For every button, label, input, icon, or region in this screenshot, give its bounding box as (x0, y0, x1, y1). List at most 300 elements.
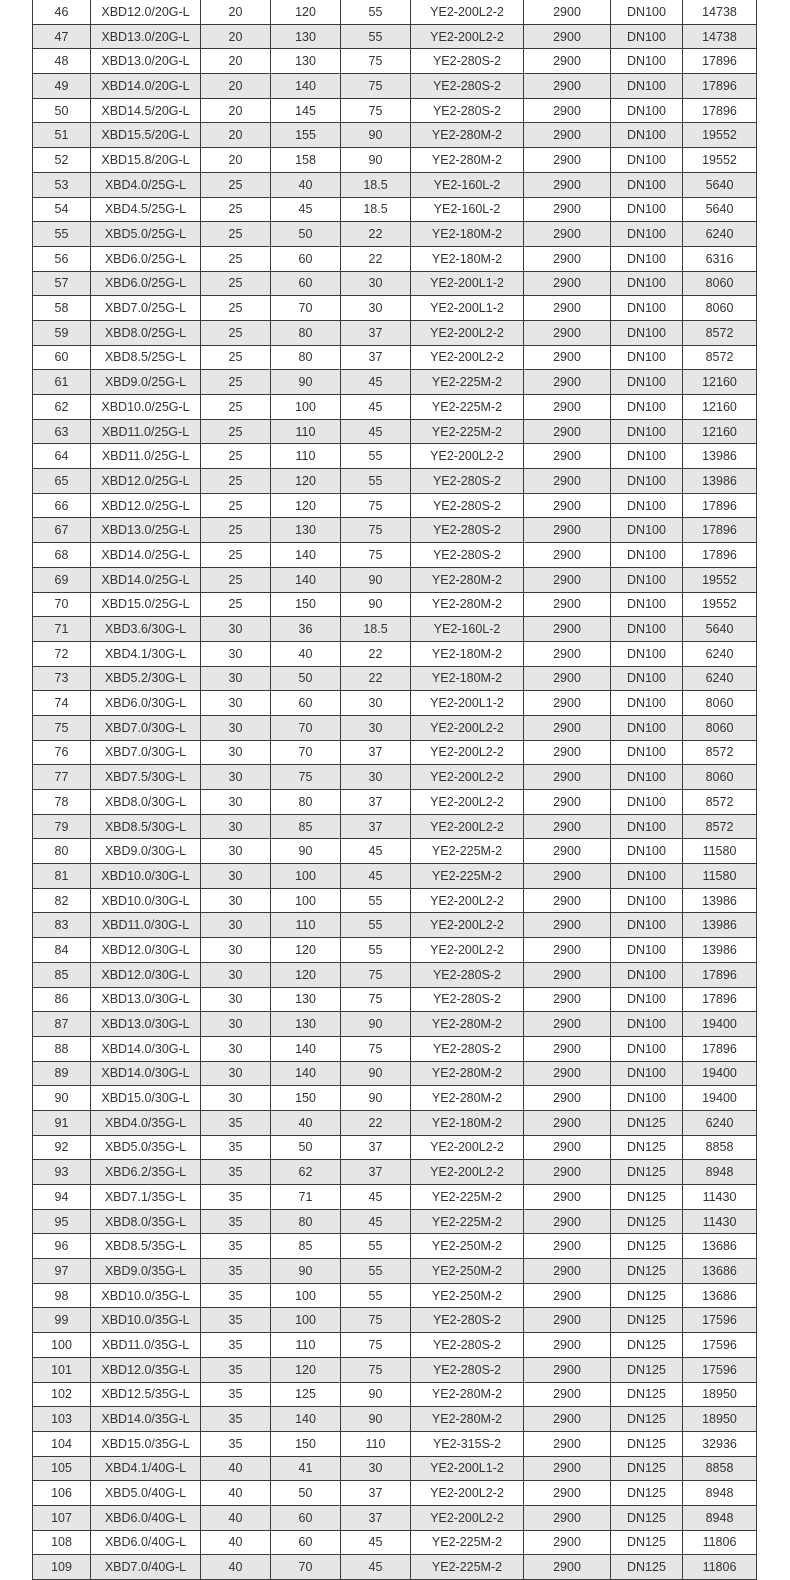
speed-cell: 2900 (524, 98, 611, 123)
table-row (33, 666, 757, 691)
motor-model-cell: YE2-280S-2 (411, 543, 524, 568)
flow-cell: 25 (201, 271, 271, 296)
speed-cell: 2900 (524, 1555, 611, 1580)
price-cell: 8060 (683, 765, 757, 790)
power-cell: 37 (341, 1160, 411, 1185)
outlet-diameter-cell: DN100 (611, 715, 683, 740)
outlet-diameter-cell: DN125 (611, 1382, 683, 1407)
model-cell: XBD10.0/30G-L (91, 864, 201, 889)
motor-model-cell: YE2-280M-2 (411, 1061, 524, 1086)
row-number: 87 (33, 1012, 91, 1037)
head-cell: 100 (271, 395, 341, 420)
model-cell: XBD15.0/35G-L (91, 1431, 201, 1456)
table-row (33, 962, 757, 987)
table-row (33, 790, 757, 815)
row-number: 74 (33, 691, 91, 716)
head-cell: 75 (271, 765, 341, 790)
price-cell: 8060 (683, 691, 757, 716)
head-cell: 36 (271, 617, 341, 642)
outlet-diameter-cell: DN100 (611, 913, 683, 938)
motor-model-cell: YE2-225M-2 (411, 1209, 524, 1234)
speed-cell: 2900 (524, 790, 611, 815)
outlet-diameter-cell: DN125 (611, 1505, 683, 1530)
head-cell: 145 (271, 98, 341, 123)
model-cell: XBD9.0/30G-L (91, 839, 201, 864)
row-number: 68 (33, 543, 91, 568)
speed-cell: 2900 (524, 271, 611, 296)
flow-cell: 20 (201, 0, 271, 24)
motor-model-cell: YE2-200L2-2 (411, 715, 524, 740)
model-cell: XBD7.5/30G-L (91, 765, 201, 790)
row-number: 64 (33, 444, 91, 469)
model-cell: XBD14.0/25G-L (91, 567, 201, 592)
head-cell: 158 (271, 148, 341, 173)
price-cell: 8572 (683, 814, 757, 839)
model-cell: XBD10.0/35G-L (91, 1283, 201, 1308)
head-cell: 110 (271, 1333, 341, 1358)
speed-cell: 2900 (524, 123, 611, 148)
motor-model-cell: YE2-280S-2 (411, 987, 524, 1012)
flow-cell: 25 (201, 518, 271, 543)
flow-cell: 25 (201, 444, 271, 469)
model-cell: XBD6.2/35G-L (91, 1160, 201, 1185)
head-cell: 150 (271, 1431, 341, 1456)
power-cell: 45 (341, 839, 411, 864)
flow-cell: 35 (201, 1407, 271, 1432)
outlet-diameter-cell: DN100 (611, 222, 683, 247)
head-cell: 60 (271, 1530, 341, 1555)
model-cell: XBD12.0/30G-L (91, 962, 201, 987)
outlet-diameter-cell: DN125 (611, 1333, 683, 1358)
head-cell: 45 (271, 197, 341, 222)
head-cell: 80 (271, 1209, 341, 1234)
motor-model-cell: YE2-200L2-2 (411, 1481, 524, 1506)
outlet-diameter-cell: DN100 (611, 987, 683, 1012)
speed-cell: 2900 (524, 938, 611, 963)
outlet-diameter-cell: DN100 (611, 888, 683, 913)
row-number: 51 (33, 123, 91, 148)
speed-cell: 2900 (524, 493, 611, 518)
row-number: 83 (33, 913, 91, 938)
table-row (33, 24, 757, 49)
model-cell: XBD14.0/30G-L (91, 1061, 201, 1086)
model-cell: XBD8.0/30G-L (91, 790, 201, 815)
power-cell: 30 (341, 271, 411, 296)
outlet-diameter-cell: DN100 (611, 1086, 683, 1111)
outlet-diameter-cell: DN100 (611, 617, 683, 642)
row-number: 47 (33, 24, 91, 49)
outlet-diameter-cell: DN100 (611, 938, 683, 963)
table-row (33, 691, 757, 716)
model-cell: XBD15.0/30G-L (91, 1086, 201, 1111)
head-cell: 125 (271, 1382, 341, 1407)
price-cell: 6240 (683, 666, 757, 691)
head-cell: 150 (271, 592, 341, 617)
price-cell: 17896 (683, 1036, 757, 1061)
head-cell: 90 (271, 370, 341, 395)
power-cell: 75 (341, 49, 411, 74)
power-cell: 22 (341, 641, 411, 666)
power-cell: 37 (341, 345, 411, 370)
speed-cell: 2900 (524, 1431, 611, 1456)
model-cell: XBD11.0/30G-L (91, 913, 201, 938)
motor-model-cell: YE2-280M-2 (411, 1012, 524, 1037)
motor-model-cell: YE2-280M-2 (411, 592, 524, 617)
table-row (33, 888, 757, 913)
table-row (33, 765, 757, 790)
head-cell: 50 (271, 1481, 341, 1506)
motor-model-cell: YE2-280M-2 (411, 1407, 524, 1432)
flow-cell: 35 (201, 1259, 271, 1284)
row-number: 105 (33, 1456, 91, 1481)
flow-cell: 30 (201, 1012, 271, 1037)
flow-cell: 35 (201, 1234, 271, 1259)
price-cell: 13986 (683, 938, 757, 963)
model-cell: XBD6.0/30G-L (91, 691, 201, 716)
outlet-diameter-cell: DN100 (611, 493, 683, 518)
speed-cell: 2900 (524, 839, 611, 864)
table-row (33, 197, 757, 222)
model-cell: XBD12.0/25G-L (91, 469, 201, 494)
table-row (33, 0, 757, 24)
row-number: 102 (33, 1382, 91, 1407)
model-cell: XBD4.5/25G-L (91, 197, 201, 222)
motor-model-cell: YE2-225M-2 (411, 1555, 524, 1580)
power-cell: 90 (341, 592, 411, 617)
motor-model-cell: YE2-280S-2 (411, 1357, 524, 1382)
model-cell: XBD8.0/35G-L (91, 1209, 201, 1234)
motor-model-cell: YE2-200L2-2 (411, 320, 524, 345)
model-cell: XBD13.0/30G-L (91, 987, 201, 1012)
outlet-diameter-cell: DN100 (611, 370, 683, 395)
flow-cell: 30 (201, 1061, 271, 1086)
row-number: 67 (33, 518, 91, 543)
table-row (33, 1036, 757, 1061)
power-cell: 90 (341, 123, 411, 148)
row-number: 100 (33, 1333, 91, 1358)
model-cell: XBD12.0/25G-L (91, 493, 201, 518)
table-row (33, 172, 757, 197)
motor-model-cell: YE2-200L2-2 (411, 790, 524, 815)
speed-cell: 2900 (524, 74, 611, 99)
motor-model-cell: YE2-280M-2 (411, 1382, 524, 1407)
speed-cell: 2900 (524, 913, 611, 938)
speed-cell: 2900 (524, 864, 611, 889)
row-number: 90 (33, 1086, 91, 1111)
motor-model-cell: YE2-200L2-2 (411, 444, 524, 469)
table-row (33, 1505, 757, 1530)
price-cell: 8948 (683, 1481, 757, 1506)
price-cell: 17896 (683, 493, 757, 518)
price-cell: 8572 (683, 790, 757, 815)
motor-model-cell: YE2-225M-2 (411, 1530, 524, 1555)
table-row (33, 469, 757, 494)
outlet-diameter-cell: DN100 (611, 197, 683, 222)
row-number: 109 (33, 1555, 91, 1580)
row-number: 82 (33, 888, 91, 913)
row-number: 106 (33, 1481, 91, 1506)
motor-model-cell: YE2-180M-2 (411, 222, 524, 247)
outlet-diameter-cell: DN125 (611, 1357, 683, 1382)
power-cell: 90 (341, 1407, 411, 1432)
head-cell: 100 (271, 1308, 341, 1333)
head-cell: 110 (271, 419, 341, 444)
table-row (33, 1061, 757, 1086)
power-cell: 90 (341, 148, 411, 173)
table-row (33, 1185, 757, 1210)
row-number: 75 (33, 715, 91, 740)
table-row (33, 1357, 757, 1382)
outlet-diameter-cell: DN125 (611, 1135, 683, 1160)
table-row (33, 814, 757, 839)
flow-cell: 35 (201, 1431, 271, 1456)
power-cell: 75 (341, 1308, 411, 1333)
outlet-diameter-cell: DN100 (611, 765, 683, 790)
model-cell: XBD7.0/25G-L (91, 296, 201, 321)
head-cell: 120 (271, 469, 341, 494)
outlet-diameter-cell: DN100 (611, 74, 683, 99)
price-cell: 14738 (683, 0, 757, 24)
row-number: 101 (33, 1357, 91, 1382)
price-cell: 8572 (683, 740, 757, 765)
table-row (33, 1431, 757, 1456)
head-cell: 90 (271, 1259, 341, 1284)
flow-cell: 30 (201, 938, 271, 963)
price-cell: 12160 (683, 419, 757, 444)
head-cell: 150 (271, 1086, 341, 1111)
speed-cell: 2900 (524, 641, 611, 666)
flow-cell: 20 (201, 49, 271, 74)
model-cell: XBD8.5/35G-L (91, 1234, 201, 1259)
power-cell: 30 (341, 715, 411, 740)
speed-cell: 2900 (524, 1333, 611, 1358)
flow-cell: 25 (201, 246, 271, 271)
motor-model-cell: YE2-200L1-2 (411, 1456, 524, 1481)
row-number: 72 (33, 641, 91, 666)
power-cell: 75 (341, 493, 411, 518)
speed-cell: 2900 (524, 1259, 611, 1284)
power-cell: 45 (341, 419, 411, 444)
row-number: 104 (33, 1431, 91, 1456)
flow-cell: 40 (201, 1456, 271, 1481)
price-cell: 17896 (683, 98, 757, 123)
table-row (33, 740, 757, 765)
row-number: 103 (33, 1407, 91, 1432)
head-cell: 120 (271, 938, 341, 963)
outlet-diameter-cell: DN100 (611, 814, 683, 839)
speed-cell: 2900 (524, 1456, 611, 1481)
row-number: 52 (33, 148, 91, 173)
motor-model-cell: YE2-280S-2 (411, 1308, 524, 1333)
model-cell: XBD12.0/35G-L (91, 1357, 201, 1382)
price-cell: 5640 (683, 197, 757, 222)
power-cell: 55 (341, 1283, 411, 1308)
pump-spec-table (32, 0, 757, 1580)
head-cell: 120 (271, 0, 341, 24)
table-row (33, 1382, 757, 1407)
motor-model-cell: YE2-200L2-2 (411, 1160, 524, 1185)
speed-cell: 2900 (524, 1382, 611, 1407)
outlet-diameter-cell: DN125 (611, 1185, 683, 1210)
outlet-diameter-cell: DN100 (611, 296, 683, 321)
flow-cell: 30 (201, 691, 271, 716)
price-cell: 17596 (683, 1308, 757, 1333)
model-cell: XBD6.0/40G-L (91, 1505, 201, 1530)
speed-cell: 2900 (524, 419, 611, 444)
outlet-diameter-cell: DN100 (611, 395, 683, 420)
model-cell: XBD14.5/20G-L (91, 98, 201, 123)
motor-model-cell: YE2-225M-2 (411, 1185, 524, 1210)
table-row (33, 320, 757, 345)
price-cell: 17896 (683, 987, 757, 1012)
row-number: 98 (33, 1283, 91, 1308)
price-cell: 11430 (683, 1185, 757, 1210)
row-number: 73 (33, 666, 91, 691)
flow-cell: 20 (201, 148, 271, 173)
table-row (33, 1110, 757, 1135)
speed-cell: 2900 (524, 617, 611, 642)
model-cell: XBD12.0/20G-L (91, 0, 201, 24)
table-row (33, 1481, 757, 1506)
power-cell: 22 (341, 1110, 411, 1135)
power-cell: 55 (341, 444, 411, 469)
power-cell: 30 (341, 296, 411, 321)
model-cell: XBD12.0/30G-L (91, 938, 201, 963)
outlet-diameter-cell: DN100 (611, 24, 683, 49)
head-cell: 50 (271, 222, 341, 247)
price-cell: 11430 (683, 1209, 757, 1234)
motor-model-cell: YE2-200L2-2 (411, 888, 524, 913)
flow-cell: 25 (201, 296, 271, 321)
price-cell: 8572 (683, 320, 757, 345)
price-cell: 12160 (683, 395, 757, 420)
table-row (33, 1555, 757, 1580)
price-cell: 13686 (683, 1259, 757, 1284)
motor-model-cell: YE2-250M-2 (411, 1283, 524, 1308)
speed-cell: 2900 (524, 888, 611, 913)
power-cell: 75 (341, 518, 411, 543)
head-cell: 62 (271, 1160, 341, 1185)
model-cell: XBD11.0/25G-L (91, 419, 201, 444)
model-cell: XBD4.0/25G-L (91, 172, 201, 197)
price-cell: 17896 (683, 543, 757, 568)
power-cell: 75 (341, 987, 411, 1012)
head-cell: 60 (271, 691, 341, 716)
row-number: 66 (33, 493, 91, 518)
model-cell: XBD14.0/25G-L (91, 543, 201, 568)
model-cell: XBD10.0/25G-L (91, 395, 201, 420)
row-number: 84 (33, 938, 91, 963)
model-cell: XBD9.0/35G-L (91, 1259, 201, 1284)
flow-cell: 40 (201, 1505, 271, 1530)
row-number: 69 (33, 567, 91, 592)
price-cell: 19400 (683, 1012, 757, 1037)
speed-cell: 2900 (524, 1209, 611, 1234)
power-cell: 37 (341, 814, 411, 839)
model-cell: XBD9.0/25G-L (91, 370, 201, 395)
head-cell: 140 (271, 1036, 341, 1061)
head-cell: 120 (271, 493, 341, 518)
power-cell: 55 (341, 0, 411, 24)
motor-model-cell: YE2-200L2-2 (411, 24, 524, 49)
price-cell: 19552 (683, 148, 757, 173)
row-number: 89 (33, 1061, 91, 1086)
table-row (33, 493, 757, 518)
price-cell: 8948 (683, 1505, 757, 1530)
outlet-diameter-cell: DN100 (611, 740, 683, 765)
table-row (33, 1407, 757, 1432)
power-cell: 75 (341, 543, 411, 568)
motor-model-cell: YE2-160L-2 (411, 197, 524, 222)
head-cell: 70 (271, 296, 341, 321)
row-number: 94 (33, 1185, 91, 1210)
row-number: 57 (33, 271, 91, 296)
flow-cell: 30 (201, 765, 271, 790)
power-cell: 90 (341, 567, 411, 592)
row-number: 108 (33, 1530, 91, 1555)
price-cell: 13686 (683, 1283, 757, 1308)
outlet-diameter-cell: DN100 (611, 864, 683, 889)
table-row (33, 370, 757, 395)
speed-cell: 2900 (524, 172, 611, 197)
flow-cell: 30 (201, 888, 271, 913)
outlet-diameter-cell: DN100 (611, 172, 683, 197)
power-cell: 55 (341, 913, 411, 938)
table-row (33, 715, 757, 740)
row-number: 59 (33, 320, 91, 345)
flow-cell: 25 (201, 197, 271, 222)
speed-cell: 2900 (524, 1036, 611, 1061)
table-row (33, 518, 757, 543)
head-cell: 50 (271, 666, 341, 691)
row-number: 76 (33, 740, 91, 765)
motor-model-cell: YE2-225M-2 (411, 419, 524, 444)
price-cell: 8858 (683, 1135, 757, 1160)
power-cell: 90 (341, 1086, 411, 1111)
motor-model-cell: YE2-225M-2 (411, 370, 524, 395)
table-row (33, 123, 757, 148)
motor-model-cell: YE2-200L2-2 (411, 814, 524, 839)
speed-cell: 2900 (524, 444, 611, 469)
power-cell: 45 (341, 370, 411, 395)
flow-cell: 30 (201, 839, 271, 864)
speed-cell: 2900 (524, 246, 611, 271)
model-cell: XBD6.0/40G-L (91, 1530, 201, 1555)
power-cell: 90 (341, 1382, 411, 1407)
table-row (33, 345, 757, 370)
flow-cell: 25 (201, 493, 271, 518)
outlet-diameter-cell: DN100 (611, 271, 683, 296)
row-number: 107 (33, 1505, 91, 1530)
outlet-diameter-cell: DN125 (611, 1259, 683, 1284)
head-cell: 100 (271, 888, 341, 913)
motor-model-cell: YE2-200L1-2 (411, 271, 524, 296)
table-row (33, 148, 757, 173)
speed-cell: 2900 (524, 740, 611, 765)
speed-cell: 2900 (524, 1086, 611, 1111)
price-cell: 19552 (683, 592, 757, 617)
motor-model-cell: YE2-160L-2 (411, 617, 524, 642)
flow-cell: 25 (201, 567, 271, 592)
price-cell: 17596 (683, 1357, 757, 1382)
head-cell: 70 (271, 1555, 341, 1580)
flow-cell: 35 (201, 1185, 271, 1210)
speed-cell: 2900 (524, 1505, 611, 1530)
flow-cell: 35 (201, 1160, 271, 1185)
table-row (33, 49, 757, 74)
speed-cell: 2900 (524, 1061, 611, 1086)
power-cell: 75 (341, 1357, 411, 1382)
